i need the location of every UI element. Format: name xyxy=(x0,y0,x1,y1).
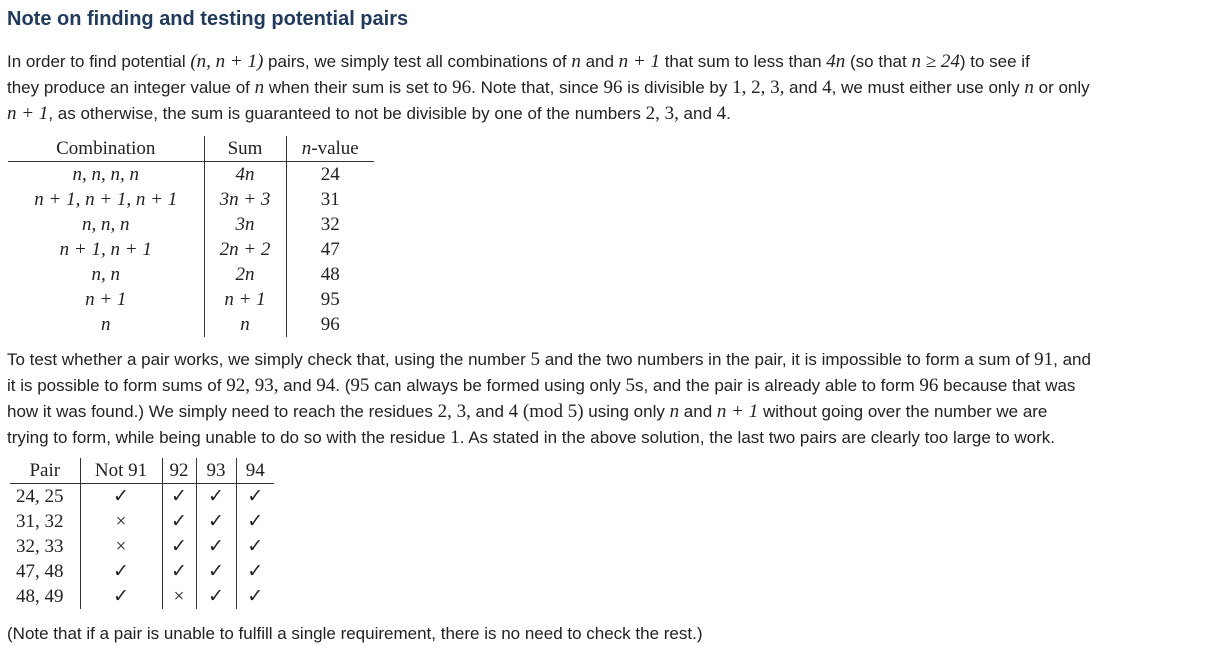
text: and the two numbers in the pair, it is impossible to form a sum of xyxy=(539,350,1035,369)
table-cell: n + 1 xyxy=(204,287,286,312)
text: trying to form, while being unable to do so with the residue xyxy=(7,428,451,447)
test-line-2 xyxy=(7,373,1091,399)
math: n + 1 xyxy=(716,401,759,422)
text: how it was found.) We simply need to reach the residues xyxy=(7,402,438,421)
text: can always be formed using only xyxy=(369,376,626,395)
text: when their sum is set to xyxy=(264,78,453,97)
table-cell: n, n, n, n xyxy=(8,162,204,188)
section-title: Note on finding and testing potential pairs xyxy=(7,8,409,30)
table-cell: n + 1, n + 1 xyxy=(8,237,204,262)
math: 1 xyxy=(450,427,460,448)
table-cell: 47, 48 xyxy=(10,559,80,584)
header-n-value: n-value xyxy=(286,136,374,162)
table-cell: ✓ xyxy=(196,509,236,534)
pair-check-table xyxy=(10,458,274,609)
text: because that was xyxy=(938,376,1076,395)
text: without going over the number we are xyxy=(758,402,1048,421)
intro-line-1 xyxy=(7,49,1090,75)
table-cell: 2n xyxy=(204,262,286,287)
table-cell: n xyxy=(8,312,204,337)
math: 5 xyxy=(530,349,540,370)
text: To test whether a pair works, we simply check that, using the number xyxy=(7,350,531,369)
math: 2, 3, xyxy=(437,401,471,422)
table-cell: ✓ xyxy=(196,484,236,510)
table-row xyxy=(8,212,374,237)
text: and xyxy=(470,402,509,421)
table-cell: 48 xyxy=(320,264,340,285)
text: , and xyxy=(1053,350,1091,369)
math: 95 xyxy=(350,375,370,396)
text: ) to see if xyxy=(959,52,1030,71)
text: In order to find potential xyxy=(7,52,191,71)
table-cell: 31 xyxy=(320,189,340,210)
math: 4 (mod 5) xyxy=(508,401,584,422)
table-cell: × xyxy=(80,534,162,559)
math: 2, 3, xyxy=(645,103,679,124)
math: 96 xyxy=(603,77,623,98)
table-cell: 2n + 2 xyxy=(204,237,286,262)
table-cell: ✓ xyxy=(247,561,264,582)
combinations-table xyxy=(8,136,374,337)
math: 4 xyxy=(716,103,727,124)
table-cell: 24, 25 xyxy=(10,484,80,510)
table-cell: ✓ xyxy=(162,534,196,559)
table-row xyxy=(10,509,274,534)
intro-paragraph xyxy=(7,49,1090,127)
table-cell: 96 xyxy=(320,314,340,335)
table-cell: 31, 32 xyxy=(10,509,80,534)
table-cell: ✓ xyxy=(196,559,236,584)
table-cell: ✓ xyxy=(196,584,236,609)
table-cell: ✓ xyxy=(247,536,264,557)
header-92: 92 xyxy=(162,458,196,484)
math: n xyxy=(1024,77,1034,98)
intro-line-2 xyxy=(7,75,1090,101)
table-cell: ✓ xyxy=(162,484,196,510)
header-not-91: Not 91 xyxy=(80,458,162,484)
table-cell: × xyxy=(80,509,162,534)
table-cell: ✓ xyxy=(247,486,264,507)
table-cell: 3n xyxy=(204,212,286,237)
text: and xyxy=(678,104,717,123)
math: n + 1 xyxy=(7,103,49,124)
table-cell: 3n + 3 xyxy=(204,187,286,212)
math: n xyxy=(669,401,680,422)
intro-line-3 xyxy=(7,101,1090,127)
table-cell: ✓ xyxy=(247,511,264,532)
table-row xyxy=(8,187,374,212)
math: 1, 2, 3, xyxy=(732,77,785,98)
table-row xyxy=(8,237,374,262)
header-sum: Sum xyxy=(204,136,286,162)
table-cell: 24 xyxy=(320,164,340,185)
text: or only xyxy=(1033,78,1090,97)
table-cell: ✓ xyxy=(162,509,196,534)
text: is divisible by xyxy=(622,78,733,97)
test-paragraph xyxy=(7,347,1091,451)
table-row xyxy=(10,584,274,609)
table-cell: × xyxy=(162,584,196,609)
table-cell: ✓ xyxy=(162,559,196,584)
header-pair: Pair xyxy=(10,458,80,484)
math: 94 xyxy=(316,375,336,396)
text: , we must either use only xyxy=(831,78,1025,97)
text: and xyxy=(784,78,823,97)
table-cell: n + 1, n + 1, n + 1 xyxy=(8,187,204,212)
closing-note: (Note that if a pair is unable to fulfill a single requirement, there is no need to check the rest.) xyxy=(7,624,703,643)
math: 96 xyxy=(919,375,939,396)
table-row xyxy=(8,287,374,312)
table-cell: n, n xyxy=(8,262,204,287)
table-cell: ✓ xyxy=(80,559,162,584)
table-cell: 32 xyxy=(320,214,340,235)
header-93: 93 xyxy=(196,458,236,484)
table-cell: ✓ xyxy=(80,584,162,609)
text: and xyxy=(580,52,619,71)
text: . ( xyxy=(335,376,351,395)
table-row xyxy=(10,534,274,559)
table-cell: ✓ xyxy=(80,484,162,510)
text: and xyxy=(679,402,717,421)
math: (n, n + 1) xyxy=(190,51,264,72)
text: it is possible to form sums of xyxy=(7,376,227,395)
test-line-1 xyxy=(7,347,1091,373)
text: using only xyxy=(583,402,670,421)
text: pairs, we simply test all combinations of xyxy=(263,52,572,71)
text: . xyxy=(726,104,731,123)
header-combination: Combination xyxy=(8,136,204,162)
text: . As stated in the above solution, the last two pairs are clearly too large to work. xyxy=(459,428,1056,447)
math: 5 xyxy=(625,375,635,396)
table-row xyxy=(10,484,274,510)
table-cell: n + 1 xyxy=(8,287,204,312)
table-cell: 95 xyxy=(320,289,340,310)
text: (so that xyxy=(845,52,912,71)
table-cell: ✓ xyxy=(247,586,264,607)
table-header-row xyxy=(8,136,374,162)
table-cell: 4n xyxy=(204,162,286,188)
math: n xyxy=(254,77,265,98)
test-line-3 xyxy=(7,399,1091,425)
header-94: 94 xyxy=(236,458,274,484)
math: n xyxy=(571,51,581,72)
table-cell: 32, 33 xyxy=(10,534,80,559)
math: n + 1 xyxy=(618,51,660,72)
math: 4 xyxy=(822,77,832,98)
table-cell: ✓ xyxy=(196,534,236,559)
table-row xyxy=(8,162,374,188)
text: they produce an integer value of xyxy=(7,78,255,97)
text: and xyxy=(278,376,317,395)
table-cell: n, n, n xyxy=(8,212,204,237)
text: , as otherwise, the sum is guaranteed to not be divisible by one of the numbers xyxy=(48,104,646,123)
math: 92, 93, xyxy=(226,375,279,396)
test-line-4 xyxy=(7,425,1091,451)
math: 91 xyxy=(1034,349,1054,370)
table-row xyxy=(8,262,374,287)
table-row xyxy=(10,559,274,584)
math: 4n xyxy=(826,51,846,72)
table-cell: 47 xyxy=(320,239,340,260)
table-cell: n xyxy=(204,312,286,337)
table-header-row xyxy=(10,458,274,484)
table-cell: 48, 49 xyxy=(10,584,80,609)
math: 96 xyxy=(452,77,472,98)
math: n ≥ 24 xyxy=(911,51,960,72)
text: s, and the pair is already able to form xyxy=(634,376,920,395)
table-row xyxy=(8,312,374,337)
text: that sum to less than xyxy=(659,52,827,71)
text: . Note that, since xyxy=(471,78,604,97)
